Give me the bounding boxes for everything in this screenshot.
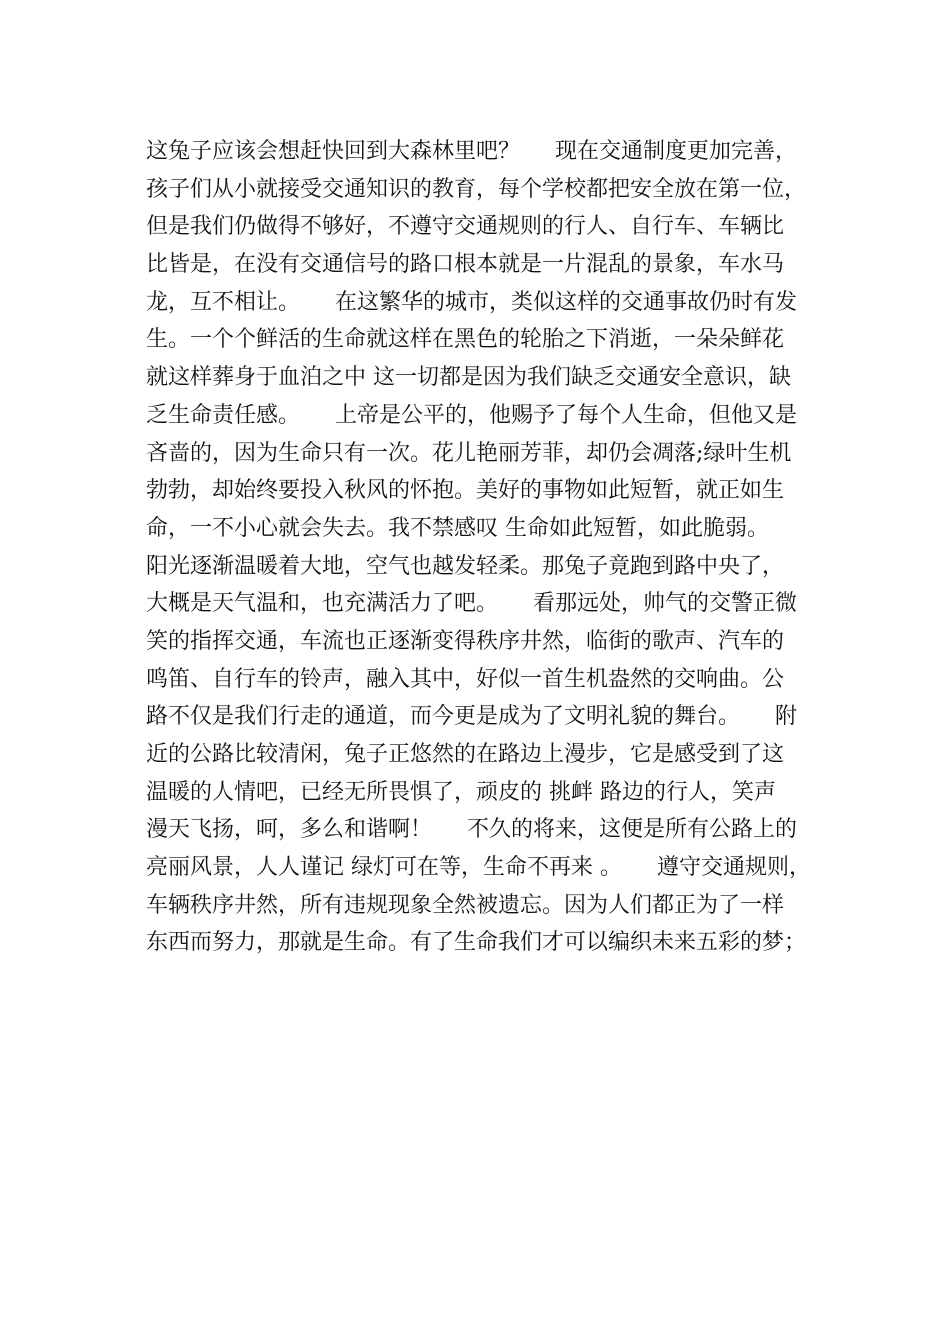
text-line: 漫天飞扬，呵，多么和谐啊！ 不久的将来，这便是所有公路上的 — [146, 817, 797, 843]
essay-body — [146, 133, 826, 962]
text-line: 亮丽风景，人人谨记 绿灯可在等，生命不再来 。 遵守交通规则， — [146, 855, 811, 881]
text-line: 阳光逐渐温暖着大地，空气也越发轻柔。那兔子竟跑到路中央了， — [146, 553, 785, 579]
text-line: 乏生命责任感。 上帝是公平的，他赐予了每个人生命，但他又是 — [146, 402, 797, 428]
text-line: 温暖的人情吧，已经无所畏惧了，顽皮的 挑衅 路边的行人，笑声 — [146, 779, 776, 805]
text-line: 东西而努力，那就是生命。有了生命我们才可以编织未来五彩的梦； — [146, 930, 807, 956]
text-line: 笑的指挥交通，车流也正逐渐变得秩序井然，临街的歌声、汽车的 — [146, 628, 785, 654]
text-line: 生。一个个鲜活的生命就这样在黑色的轮胎之下消逝，一朵朵鲜花 — [146, 327, 785, 353]
text-line: 但是我们仍做得不够好，不遵守交通规则的行人、自行车、车辆比 — [146, 214, 785, 240]
text-line: 比皆是，在没有交通信号的路口根本就是一片混乱的景象，车水马 — [146, 252, 785, 278]
text-line: 孩子们从小就接受交通知识的教育，每个学校都把安全放在第一位， — [146, 176, 807, 202]
text-line: 大概是天气温和，也充满活力了吧。 看那远处，帅气的交警正微 — [146, 591, 797, 617]
text-line: 车辆秩序井然，所有违规现象全然被遗忘。因为人们都正为了一样 — [146, 892, 785, 918]
text-line: 鸣笛、自行车的铃声，融入其中，好似一首生机盎然的交响曲。公 — [146, 666, 785, 692]
text-line: 近的公路比较清闲，兔子正悠然的在路边上漫步，它是感受到了这 — [146, 742, 785, 767]
text-line: 命，一不小心就会失去。我不禁感叹 生命如此短暂，如此脆弱。 — [146, 515, 769, 541]
text-line: 就这样葬身于血泊之中 这一切都是因为我们缺乏交通安全意识，缺 — [146, 365, 791, 391]
text-line: 这兔子应该会想赶快回到大森林里吧？ 现在交通制度更加完善， — [146, 139, 797, 164]
text-line: 龙，互不相让。 在这繁华的城市，类似这样的交通事故仍时有发 — [146, 289, 797, 315]
text-line: 路不仅是我们行走的通道，而今更是成为了文明礼貌的舞台。 附 — [146, 704, 797, 730]
text-line: 吝啬的，因为生命只有一次。花儿艳丽芳菲，却仍会凋落;绿叶生机 — [146, 440, 792, 466]
text-line: 勃勃，却始终要投入秋风的怀抱。美好的事物如此短暂，就正如生 — [146, 478, 785, 504]
